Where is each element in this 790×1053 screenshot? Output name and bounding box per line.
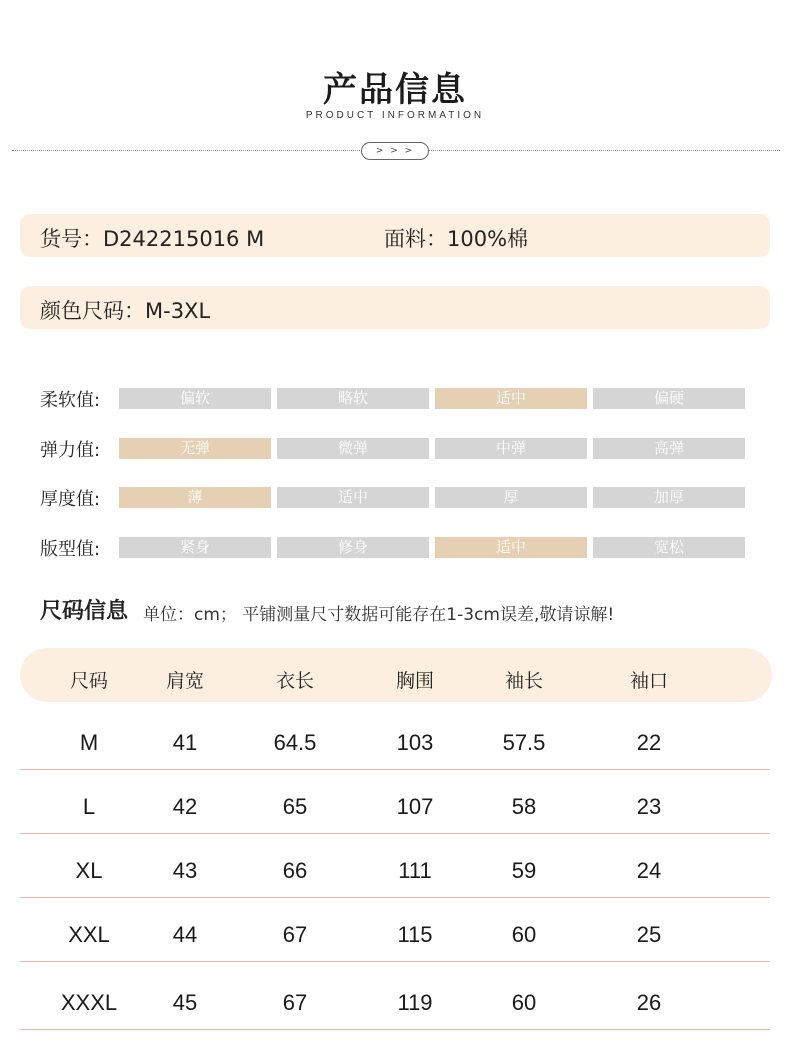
- table-cell: 22: [636, 730, 662, 755]
- table-cell: 23: [636, 794, 662, 819]
- attribute-option-cell: 无弹: [119, 438, 271, 459]
- table-header-cell: 衣长: [275, 670, 315, 692]
- divider-arrow-pill: > > >: [361, 142, 429, 160]
- attribute-option-cell: 高弹: [593, 438, 745, 459]
- attribute-option-cell: 加厚: [593, 487, 745, 508]
- table-cell: 26: [636, 990, 662, 1015]
- color-size-info: 颜色尺码：M-3XL: [40, 299, 211, 323]
- item-number: 货号：D242215016 M: [40, 227, 265, 251]
- table-cell: 103: [396, 730, 434, 755]
- attribute-option-cell: 紧身: [119, 537, 271, 558]
- table-cell: 58: [511, 794, 537, 819]
- table-cell: 59: [511, 858, 537, 883]
- attribute-label: 弹力值:: [40, 440, 101, 461]
- table-cell: 45: [172, 990, 198, 1015]
- page-subtitle: PRODUCT INFORMATION: [305, 110, 485, 121]
- table-header-cell: 袖口: [629, 670, 669, 692]
- table-cell: 43: [172, 858, 198, 883]
- table-row: [20, 966, 770, 1030]
- table-cell: 44: [172, 922, 198, 947]
- attribute-option-cell: 适中: [277, 487, 429, 508]
- attribute-option-cell: 偏软: [119, 388, 271, 409]
- table-row: [20, 898, 770, 962]
- fabric-info: 面料：100%棉: [384, 227, 529, 251]
- table-cell: XXXL: [60, 990, 118, 1015]
- table-cell: XXL: [68, 922, 110, 947]
- item-info-bar: [20, 214, 770, 257]
- table-header-cell: 胸围: [395, 670, 435, 692]
- table-header-cell: 肩宽: [165, 670, 205, 692]
- attribute-option-cell: 略软: [277, 388, 429, 409]
- table-cell: 66: [282, 858, 308, 883]
- attribute-option-cell: 中弹: [435, 438, 587, 459]
- size-info-heading: 尺码信息: [40, 599, 129, 624]
- table-cell: 107: [396, 794, 434, 819]
- attribute-option-cell: 薄: [119, 487, 271, 508]
- table-cell: 64.5: [273, 730, 317, 755]
- table-cell: 119: [397, 990, 433, 1015]
- attribute-option-cell: 适中: [435, 388, 587, 409]
- attribute-option-cell: 偏硬: [593, 388, 745, 409]
- table-row: [20, 834, 770, 898]
- row-divider: [20, 961, 770, 962]
- table-header-cell: 尺码: [69, 670, 109, 692]
- row-divider: [20, 1029, 770, 1030]
- attribute-label: 厚度值:: [40, 489, 101, 510]
- table-cell: 57.5: [502, 730, 546, 755]
- table-cell: 60: [511, 990, 537, 1015]
- table-cell: XL: [75, 858, 103, 883]
- table-cell: L: [82, 794, 96, 819]
- table-cell: 24: [636, 858, 662, 883]
- table-cell: 115: [397, 922, 433, 947]
- table-cell: 65: [282, 794, 308, 819]
- size-info-note: 单位：cm； 平铺测量尺寸数据可能存在1-3cm误差,敬请谅解!: [143, 605, 615, 625]
- table-cell: 67: [282, 922, 308, 947]
- table-cell: 111: [398, 858, 432, 883]
- attribute-label: 版型值:: [40, 539, 101, 560]
- attribute-option-cell: 修身: [277, 537, 429, 558]
- attribute-option-cell: 微弹: [277, 438, 429, 459]
- table-row: [20, 770, 770, 834]
- table-cell: M: [79, 730, 99, 755]
- table-cell: 25: [636, 922, 662, 947]
- attribute-option-cell: 厚: [435, 487, 587, 508]
- color-size-bar: [20, 286, 770, 329]
- attribute-label: 柔软值:: [40, 390, 101, 411]
- table-cell: 42: [172, 794, 198, 819]
- table-cell: 67: [282, 990, 308, 1015]
- attribute-option-cell: 适中: [435, 537, 587, 558]
- table-row: [20, 706, 770, 770]
- page-title: 产品信息: [323, 70, 467, 110]
- table-header-cell: 袖长: [504, 670, 544, 692]
- table-cell: 41: [172, 730, 198, 755]
- attribute-option-cell: 宽松: [593, 537, 745, 558]
- table-cell: 60: [511, 922, 537, 947]
